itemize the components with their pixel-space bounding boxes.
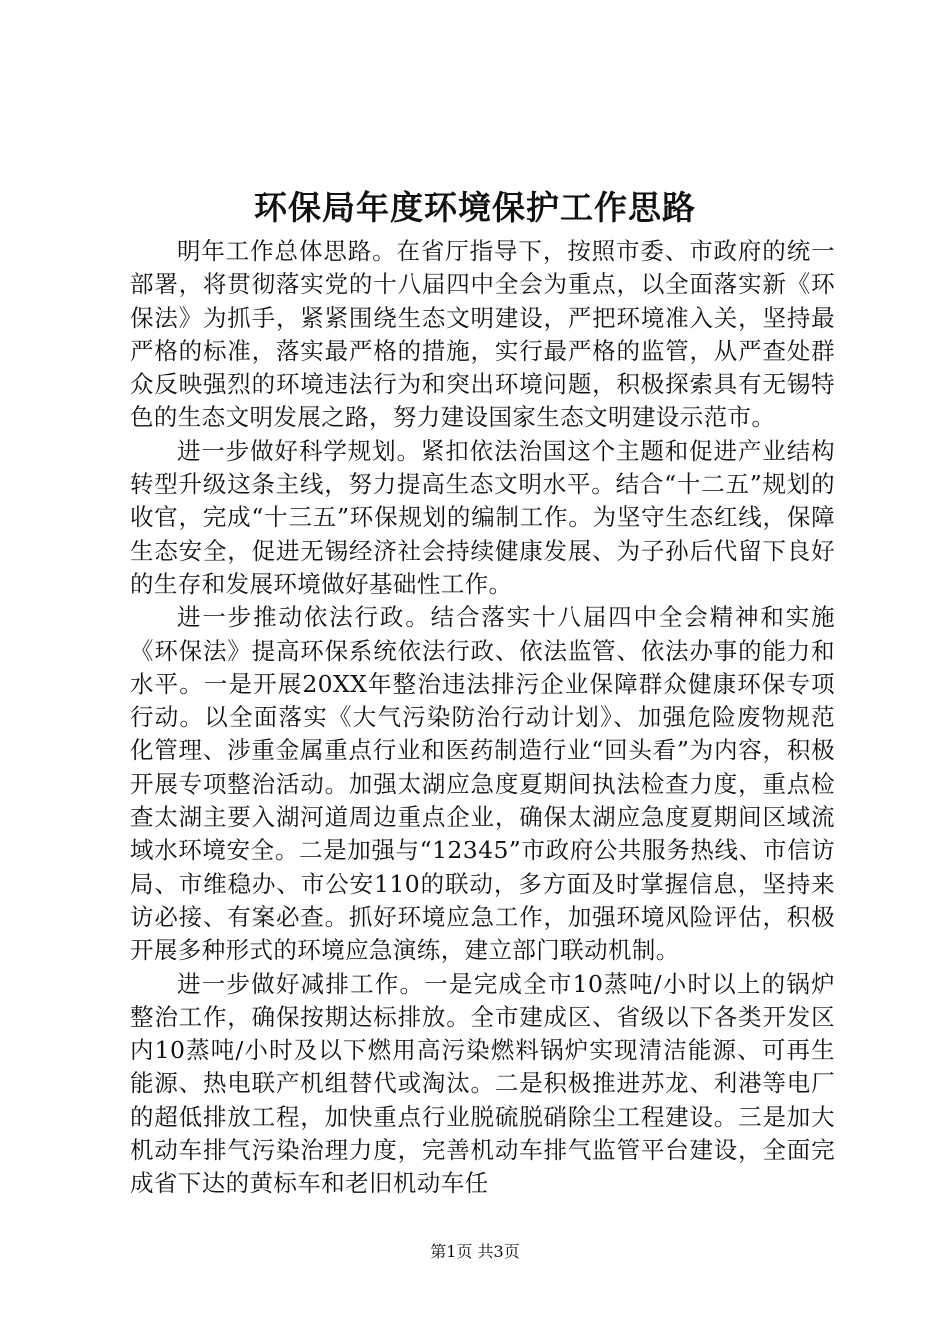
document-title: 环保局年度环境保护工作思路 [254,188,696,227]
page-footer: 第1页 共3页 [430,1242,520,1261]
paragraph-law-based-administration: 进一步推动依法行政。结合落实十八届四中全会精神和实施《环保法》提高环保系统依法行政、依法监管、依法办事的能力和水平。一是开展20XX年整治违法排污企业保障群众健康环保专项行动。以全面落实《大气污染防治行动计划》、加强危险废物规范化管理、涉重金属重点行业和医药制造行业“回头看”为内容，积极开展专项整治活动。加强太湖应急度夏期间执法检查力度，重点检查太湖主要入湖河道周边重点企业，确保太湖应急度夏期间区域流域水环境安全。二是加强与“12345”市政府公共服务热线、市信访局、市维稳办、市公安110的联动，多方面及时掌握信息，坚持来访必接、有案必查。抓好环境应急工作，加强环境风险评估，积极开展多种形式的环境应急演练，建立部门联动机制。 [130,603,835,965]
paragraph-emission-reduction: 进一步做好减排工作。一是完成全市10蒸吨/小时以上的锅炉整治工作，确保按期达标排放。全市建成区、省级以下各类开发区内10蒸吨/小时及以下燃用高污染燃料锅炉实现清洁能源、可再生能源、热电联产机组替代或淘汰。二是积极推进苏龙、利港等电厂的超低排放工程，加快重点行业脱硫脱硝除尘工程建设。三是加大机动车排气污染治理力度，完善机动车排气监管平台建设，全面完成省下达的黄标车和老旧机动车任 [130,969,835,1198]
paragraph-overall-approach: 明年工作总体思路。在省厅指导下，按照市委、市政府的统一部署，将贯彻落实党的十八届四中全会为重点，以全面落实新《环保法》为抓手，紧紧围绕生态文明建设，严把环境准入关，坚持最严格的标准，落实最严格的措施，实行最严格的监管，从严查处群众反映强烈的环境违法行为和突出环境问题，积极探索具有无锡特色的生态文明发展之路，努力建设国家生态文明建设示范市。 [130,237,835,432]
document-body [130,235,835,1201]
paragraph-scientific-planning: 进一步做好科学规划。紧扣依法治国这个主题和促进产业结构转型升级这条主线，努力提高生态文明水平。结合“十二五”规划的收官，完成“十三五”环保规划的编制工作。为坚守生态红线，保障生态安全，促进无锡经济社会持续健康发展、为子孙后代留下良好的生存和发展环境做好基础性工作。 [130,436,835,598]
